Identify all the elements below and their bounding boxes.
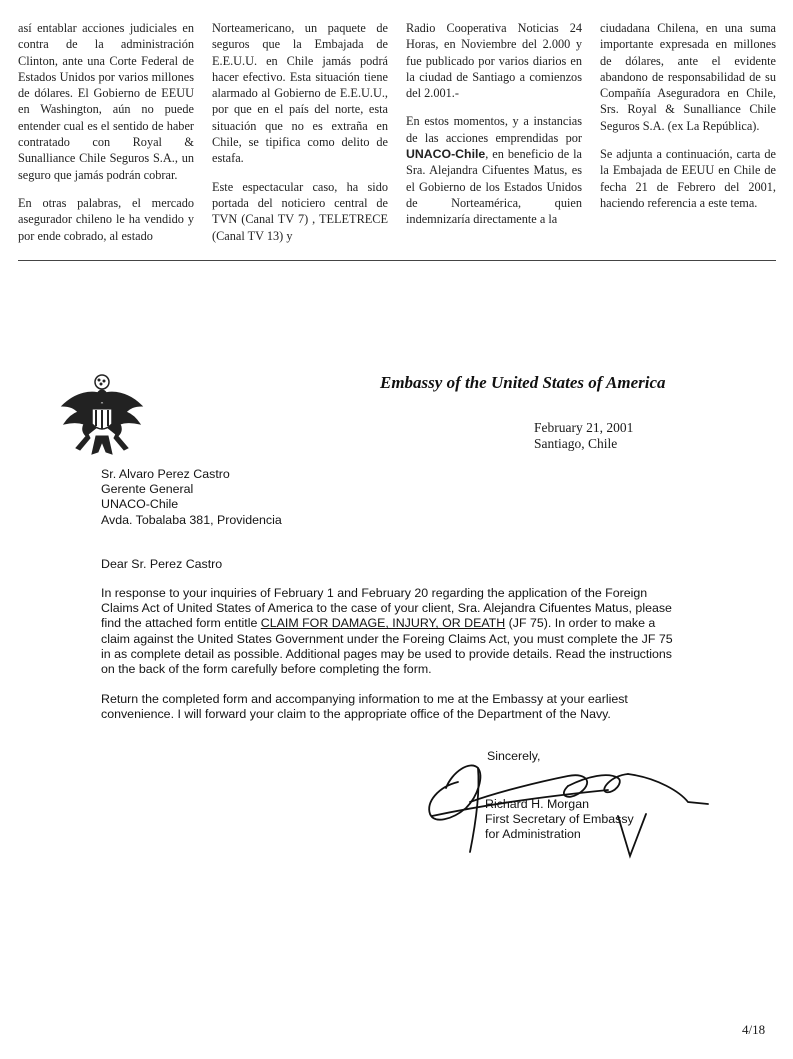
recipient-address [101,467,282,528]
article-paragraph: Este espectacular caso, ha sido portada del noticiero central de TVN (Canal TV 7) , TELETRECE (Canal TV 13) y [212,179,388,243]
letter-text: (JF 75). In order to make a claim against the United States Government under the Foreing Claims Act, you must complete the JF 75 in as complete detail as possible. Additional pages may be used to provide details. Read the instructions on the back of the form carefully before completing the form. [101,616,673,677]
article-paragraph: Radio Cooperativa Noticias 24 Horas, en Noviembre del 2.000 y fue publicado por varios diarios en la ciudad de Santiago a comienzos del 2.001.- [406,21,582,101]
article-paragraph: ciudadana Chilena, en una suma importante expresada en millones de dólares, ante el evidente abandono de responsabilidad de su Compañía Aseguradora en Chile, Srs. Royal & Sunalliance Chile Seguros S.A. (ex La República). [600,21,776,133]
article-column-1 [18,20,194,260]
article-paragraph: En otras palabras, el mercado asegurador chileno le ha vendido y por ende cobrado, al estado [18,195,194,243]
great-seal-eagle-icon [56,372,148,462]
org-name-bold: UNACO-Chile [406,147,486,162]
article-column-2 [212,20,388,260]
letter-text: In response to your inquiries of February 1 and February 20 regarding the application of the Foreign Claims Act of United States of America to the case of your client, Sra. Alejandra Cifuentes Matus, please find the attached form entitle [101,586,672,631]
letter-place: Santiago, Chile [534,436,618,451]
article-text: , en beneficio de la Sra. Alejandra Cifuentes Matus, es el Gobierno de los Estados Unidos de Norteamérica, quien indemnizaría directamente a la [406,147,582,227]
letter-date: February 21, 2001 [534,420,634,435]
article-divider [18,260,776,261]
signer-department: for Administration [485,827,581,841]
article-paragraph: así entablar acciones judiciales en contra de la administración Clinton, ante una Corte Federal de Estados Unidos por varios millones de dólares. El Gobierno de EEUU en Washington, aún no puede entender cual es el sentido de haber contratado con Royal & Sunalliance Chile Seguros S.A., un seguro que jamás podrán cobrar. [18,21,194,182]
letter-body-paragraph-2: Return the completed form and accompanying information to me at the Embassy at your earliest convenience. I will forward your claim to the appropriate office of the Department of the Navy. [101,692,628,722]
salutation: Dear Sr. Perez Castro [101,557,223,571]
closing: Sincerely, [487,749,541,763]
article-paragraph: Norteamericano, un paquete de seguros que la Embajada de E.E.U.U. en Chile jamás podrá hacer efectivo. Esta situación tiene alarmado al Gobierno de E.E.U.U., por que en el país del norte, esta situación que no es extraña en Chile, se tipifica como delito de estafa. [212,21,388,166]
article-paragraph [406,113,582,227]
article-column-3 [406,20,582,260]
recipient-street: Avda. Tobalaba 381, Providencia [101,512,282,527]
letter-body-paragraph-1 [101,586,679,677]
article-paragraph: Se adjunta a continuación, carta de la Embajada de EEUU en Chile de fecha 21 de Febrero del 2001, haciendo referencia a este tema. [600,147,776,210]
signer-title: First Secretary of Embassy [485,812,634,826]
signer-name: Richard H. Morgan [485,797,589,811]
article-text: En estos momentos, y a instancias de las acciones emprendidas por [406,114,582,145]
page-number: 4/18 [742,1022,766,1037]
embassy-letterhead: Embassy of the United States of America [380,373,666,392]
recipient-name: Sr. Alvaro Perez Castro [101,467,230,481]
recipient-title: Gerente General [101,482,194,497]
article-columns [18,20,776,260]
article-column-4 [600,20,776,260]
form-title-underlined: CLAIM FOR DAMAGE, INJURY, OR DEATH [260,616,506,631]
date-block [534,420,633,452]
recipient-org: UNACO-Chile [101,497,179,512]
